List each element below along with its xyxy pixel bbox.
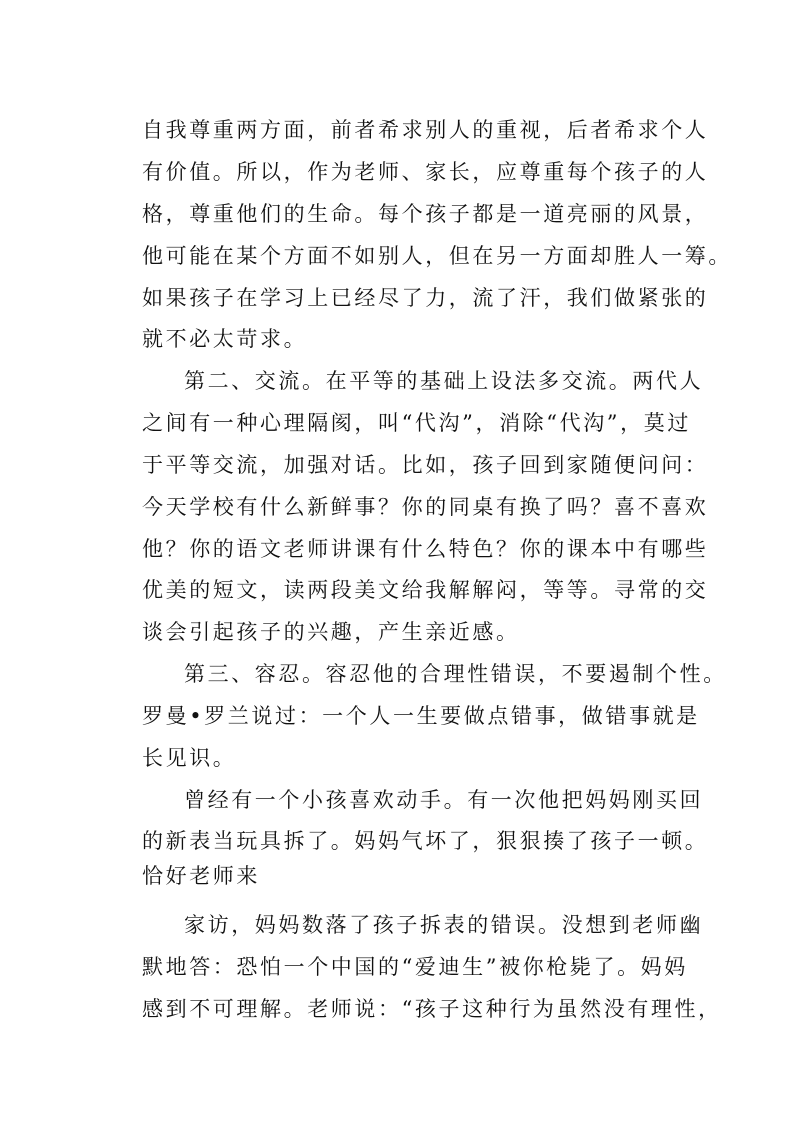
text-line: 的新表当玩具拆了。妈妈气坏了，狠狠揍了孩子一顿。 (142, 829, 709, 853)
text-line: 谈会引起孩子的兴趣，产生亲近感。 (142, 620, 520, 644)
text-line: 默地答：恐怕一个中国的“爱迪生”被你枪毙了。妈妈 (142, 955, 688, 979)
paragraph-start-line: 曾经有一个小孩喜欢动手。有一次他把妈妈刚买回 (184, 788, 704, 812)
text-line: 恰好老师来 (142, 864, 260, 888)
text-line: 于平等交流，加强对话。比如，孩子回到家随便问问： (142, 453, 709, 477)
text-line: 之间有一种心理隔阂，叫“代沟”，消除“代沟”，莫过 (142, 411, 691, 435)
text-line: 他？你的语文老师讲课有什么特色？你的课本中有哪些 (142, 537, 709, 561)
text-line: 有价值。所以，作为老师、家长，应尊重每个孩子的人 (142, 160, 709, 184)
text-line: 感到不可理解。老师说：“孩子这种行为虽然没有理性， (142, 997, 722, 1021)
paragraph-start-line: 家访，妈妈数落了孩子拆表的错误。没想到老师幽 (184, 913, 704, 937)
text-line: 自我尊重两方面，前者希求别人的重视，后者希求个人 (142, 118, 709, 142)
text-line: 罗曼•罗兰说过：一个人一生要做点错事，做错事就是 (142, 704, 700, 728)
text-line: 就不必太苛求。 (142, 327, 308, 351)
text-line: 他可能在某个方面不如别人，但在另一方面却胜人一筹。 (142, 244, 732, 268)
text-line: 今天学校有什么新鲜事？你的同桌有换了吗？喜不喜欢 (142, 495, 709, 519)
text-line: 长见识。 (142, 746, 237, 770)
text-line: 优美的短文，读两段美文给我解解闷，等等。寻常的交 (142, 578, 709, 602)
paragraph-start-line: 第二、交流。在平等的基础上设法多交流。两代人 (184, 369, 704, 393)
paragraph-start-line: 第三、容忍。容忍他的合理性错误，不要遏制个性。 (184, 662, 727, 686)
text-line: 如果孩子在学习上已经尽了力，流了汗，我们做紧张的 (142, 286, 709, 310)
text-line: 格，尊重他们的生命。每个孩子都是一道亮丽的风景， (142, 202, 709, 226)
